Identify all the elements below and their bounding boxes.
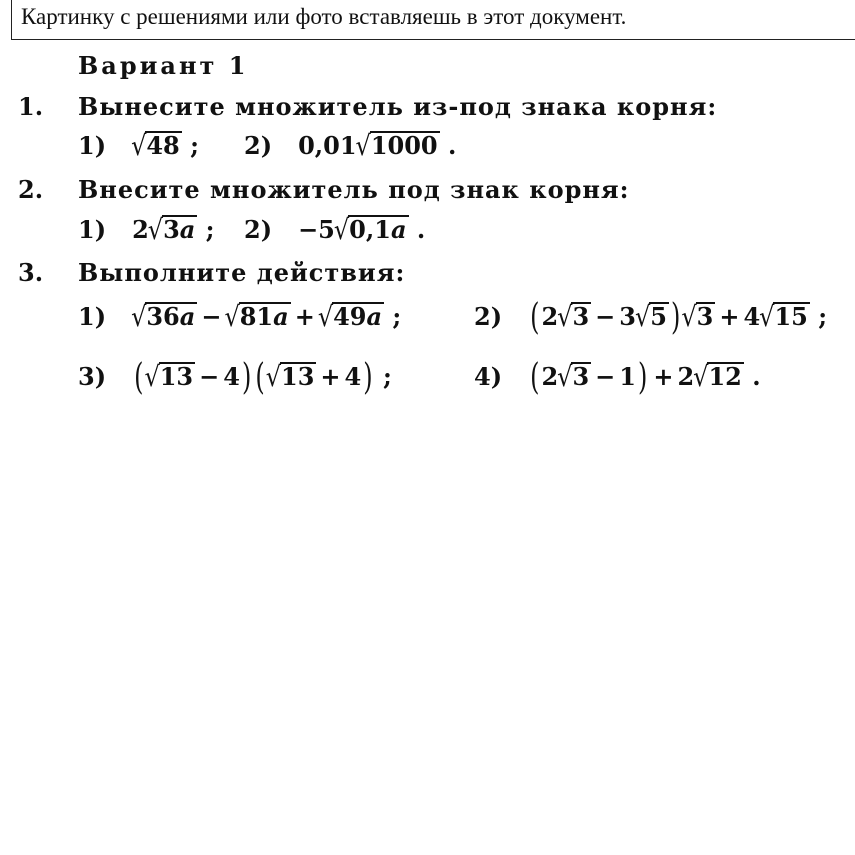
radical-sign: √ xyxy=(147,213,164,247)
radicand: 0,1a xyxy=(349,215,407,244)
item-label: 1) xyxy=(78,302,107,331)
math-text: ; xyxy=(809,302,828,331)
square-root xyxy=(693,360,744,394)
math-text: . xyxy=(439,131,457,160)
radicand: 15 xyxy=(774,302,808,331)
square-root xyxy=(355,129,440,163)
square-root xyxy=(681,300,715,334)
square-root xyxy=(557,300,591,334)
parenthesis: ) xyxy=(363,356,373,398)
parenthesis: ) xyxy=(637,356,648,398)
square-root xyxy=(759,300,810,334)
math-text: ; xyxy=(384,302,402,331)
radical-sign: √ xyxy=(759,300,775,334)
math-text: 1 xyxy=(619,362,636,391)
math-expression xyxy=(132,356,392,398)
radical-sign: √ xyxy=(693,360,709,394)
radical-sign: √ xyxy=(265,360,281,394)
radicand: 3a xyxy=(163,215,196,244)
parenthesis: ) xyxy=(670,296,681,338)
parenthesis: ( xyxy=(530,356,540,398)
math-text: 2 xyxy=(541,362,559,391)
math-expression xyxy=(298,129,457,163)
square-root xyxy=(557,360,591,394)
operator: + xyxy=(320,362,341,391)
math-text: ; xyxy=(181,131,199,160)
variable-a: a xyxy=(179,215,196,244)
math-text: 3 xyxy=(619,302,636,331)
item-label: 1) xyxy=(78,131,107,160)
task-2-text: Внесите множитель под знак корня: xyxy=(78,175,630,204)
operator: − xyxy=(595,302,616,331)
parenthesis: ) xyxy=(241,356,252,398)
math-expression xyxy=(528,356,761,398)
radical-sign: √ xyxy=(557,360,573,394)
radical-sign: √ xyxy=(681,300,697,334)
math-text: . xyxy=(408,215,426,244)
radical-sign: √ xyxy=(317,300,334,334)
radical-sign: √ xyxy=(557,300,573,334)
radicand: 49a xyxy=(333,302,383,331)
variable-a: a xyxy=(179,302,196,331)
task-2-item-1 xyxy=(78,213,215,247)
math-text: −5 xyxy=(298,215,335,244)
math-text: 2 xyxy=(132,215,149,244)
parenthesis: ( xyxy=(134,356,144,398)
instruction-text: Картинку с решениями или фото вставляешь в этот документ. xyxy=(21,4,627,29)
task-3-item-1 xyxy=(78,300,402,334)
square-root xyxy=(131,300,197,334)
operator: − xyxy=(201,302,222,331)
variable-a: a xyxy=(366,302,383,331)
task-2-number: 2. xyxy=(18,175,44,204)
square-root xyxy=(147,213,198,247)
math-text: 0,01 xyxy=(298,131,357,160)
operator: − xyxy=(595,362,616,391)
radicand: 3 xyxy=(572,362,590,391)
radicand: 81a xyxy=(239,302,289,331)
task-1-number: 1. xyxy=(18,92,44,121)
square-root xyxy=(224,300,290,334)
parenthesis: ( xyxy=(530,296,540,338)
radical-sign: √ xyxy=(144,360,160,394)
variant-title: Вариант 1 xyxy=(78,51,249,80)
math-text: ; xyxy=(374,362,392,391)
operator: − xyxy=(199,362,220,391)
radicand: 1000 xyxy=(370,131,438,160)
math-expression xyxy=(131,129,199,163)
item-label: 4) xyxy=(474,362,503,391)
radical-sign: √ xyxy=(634,300,651,334)
radicand: 48 xyxy=(146,131,180,160)
radical-sign: √ xyxy=(131,300,147,334)
square-root xyxy=(131,129,182,163)
square-root xyxy=(634,300,669,334)
task-1-item-1 xyxy=(78,129,199,163)
radical-sign: √ xyxy=(333,213,350,247)
square-root xyxy=(144,360,195,394)
task-2-item-2 xyxy=(244,213,426,247)
operator: + xyxy=(719,302,740,331)
operator: + xyxy=(294,302,315,331)
square-root xyxy=(317,300,384,334)
math-text: . xyxy=(743,362,761,391)
operator: + xyxy=(653,362,674,391)
item-label: 3) xyxy=(78,362,107,391)
task-1-item-2 xyxy=(244,129,457,163)
math-text: 2 xyxy=(541,302,559,331)
square-root xyxy=(333,213,409,247)
variable-a: a xyxy=(273,302,289,331)
task-3-item-4 xyxy=(474,356,761,398)
item-label: 1) xyxy=(78,215,107,244)
math-text: 4 xyxy=(344,362,362,391)
math-text: ; xyxy=(197,215,215,244)
task-1-text: Вынесите множитель из-под знака корня: xyxy=(78,92,718,121)
radical-sign: √ xyxy=(355,129,371,163)
radicand: 13 xyxy=(281,362,315,391)
item-label: 2) xyxy=(244,131,273,160)
radicand: 3 xyxy=(572,302,590,331)
radicand: 13 xyxy=(159,362,194,391)
radicand: 12 xyxy=(708,362,742,391)
math-text: 2 xyxy=(677,362,695,391)
radicand: 3 xyxy=(696,302,714,331)
math-expression xyxy=(298,213,426,247)
task-3-item-3 xyxy=(78,356,392,398)
task-3-number: 3. xyxy=(18,258,44,287)
parenthesis: ( xyxy=(255,356,265,398)
task-3-text: Выполните действия: xyxy=(78,258,406,287)
radicand: 36a xyxy=(146,302,196,331)
item-label: 2) xyxy=(474,302,503,331)
math-text: 4 xyxy=(743,302,761,331)
math-expression xyxy=(528,296,828,338)
variable-a: a xyxy=(390,215,407,244)
radical-sign: √ xyxy=(224,300,240,334)
task-3-item-2 xyxy=(474,296,828,338)
radicand: 5 xyxy=(650,302,667,331)
math-expression xyxy=(131,300,402,334)
radical-sign: √ xyxy=(131,129,147,163)
math-expression xyxy=(132,213,215,247)
math-text: 4 xyxy=(223,362,240,391)
item-label: 2) xyxy=(244,215,273,244)
square-root xyxy=(265,360,317,394)
